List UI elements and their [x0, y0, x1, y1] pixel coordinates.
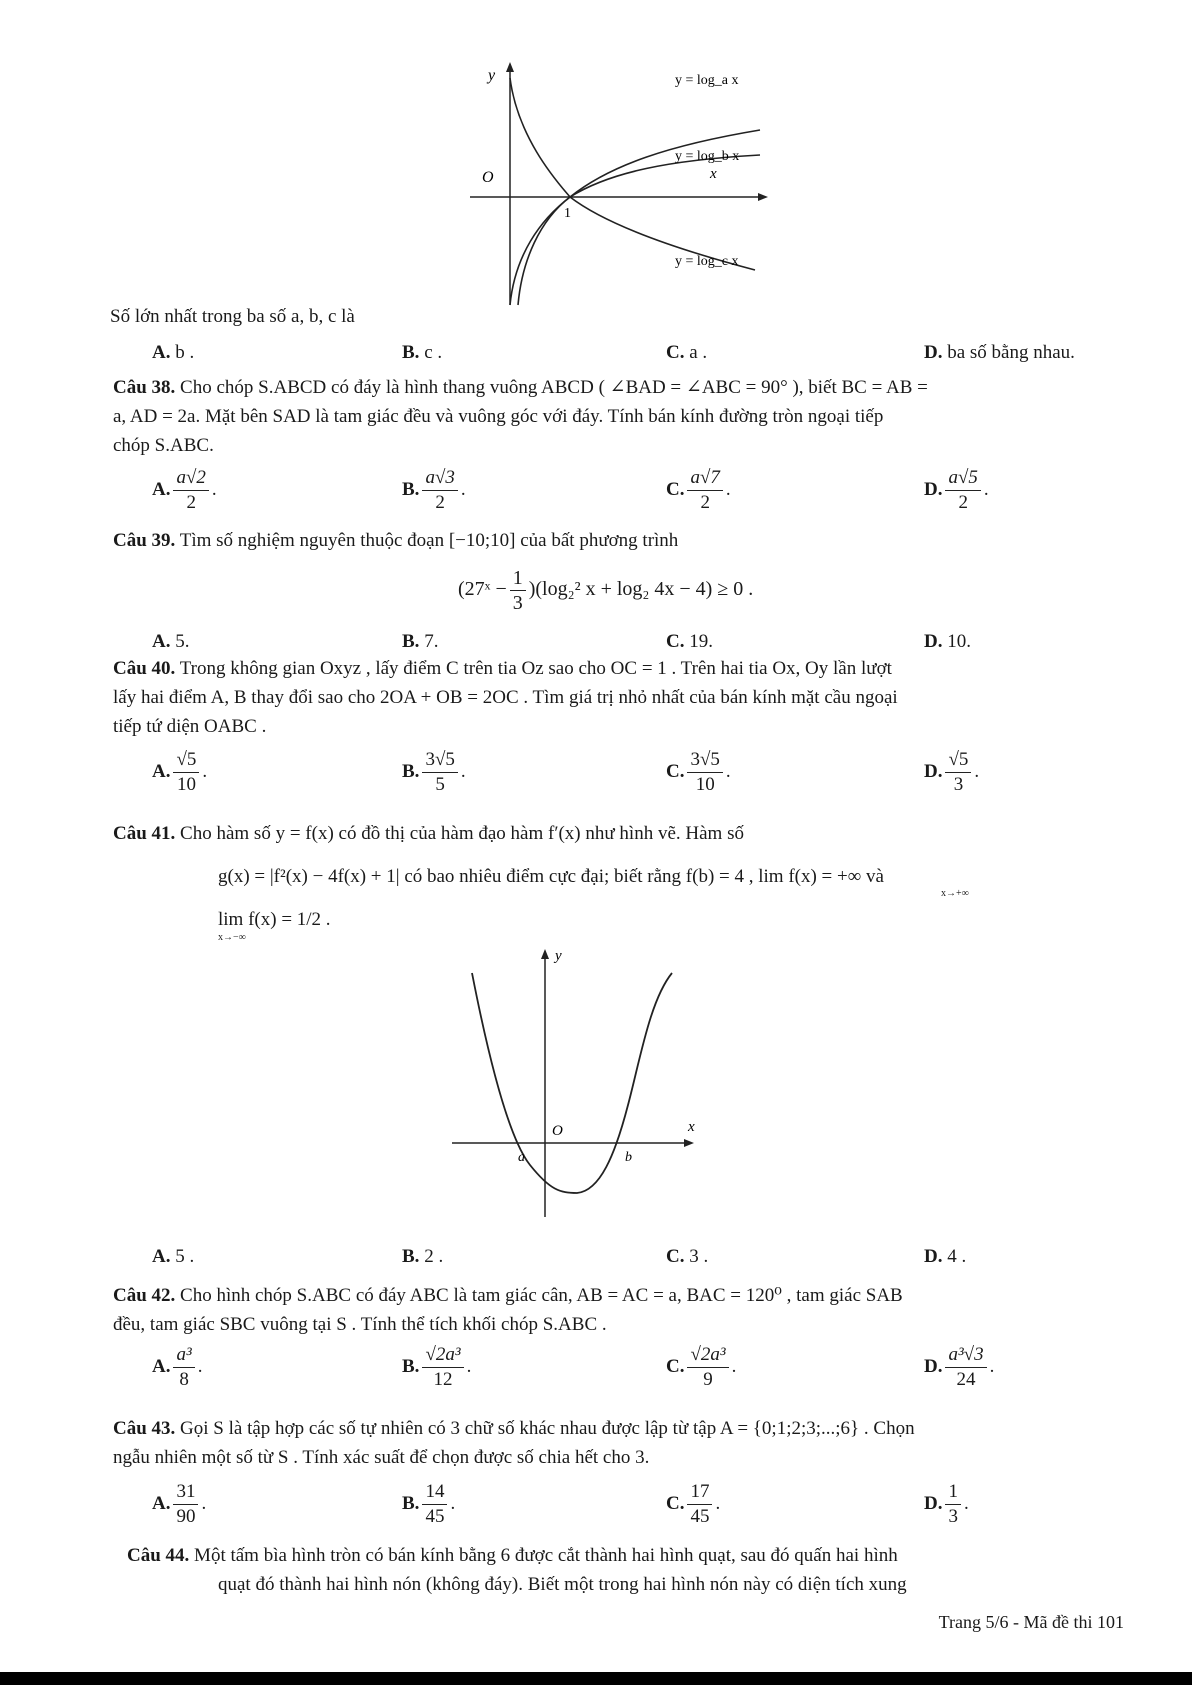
- q41-option-d: D. 4 .: [924, 1246, 967, 1267]
- q39-option-a: A. 5.: [152, 631, 190, 652]
- q39-formula: (27ˣ − $\frac{1}{3}$ )(log₂² x + log₂ 4x − 4) ≥ 0 .: [458, 567, 754, 614]
- q43-option-a: A. $\frac{31}{90}$ .: [152, 1481, 207, 1527]
- fig2-origin-label: O: [552, 1123, 563, 1139]
- q42-line2: đều, tam giác SBC vuông tại S . Tính thể tích khối chóp S.ABC .: [113, 1314, 607, 1335]
- q43-line2: ngẫu nhiên một số từ S . Tính xác suất để chọn được số chia hết cho 3.: [113, 1447, 650, 1468]
- q41-lim-sub2: x→−∞: [218, 932, 246, 943]
- q41-option-c: C. 3 .: [666, 1246, 709, 1267]
- q40-option-d: D. $\frac{√5}{3}$ .: [924, 749, 980, 795]
- curve-c-label: y = log_c x: [675, 254, 739, 269]
- q40-option-b: B. $\frac{3√5}{5}$ .: [402, 749, 466, 795]
- q37-stem: Số lớn nhất trong ba số a, b, c là: [110, 306, 355, 327]
- q39-line1: Tìm số nghiệm nguyên thuộc đoạn [−10;10] của bất phương trình: [179, 530, 679, 551]
- fig2-a-label: a: [518, 1150, 525, 1165]
- q41-line3: lim f(x) = 1/2 .: [218, 909, 331, 930]
- q43-option-b: B. $\frac{14}{45}$ .: [402, 1481, 456, 1527]
- q38-label: Câu 38.: [113, 377, 176, 398]
- q43-option-c: C. $\frac{17}{45}$ .: [666, 1481, 721, 1527]
- curve-a-label: y = log_a x: [675, 73, 739, 88]
- q37-option-c: C. a .: [666, 342, 708, 363]
- q37-option-d: D. ba số bằng nhau.: [924, 342, 1075, 363]
- question-38: [113, 373, 1103, 460]
- fig2-x-label: x: [688, 1119, 695, 1135]
- curve-b-label: y = log_b x: [675, 149, 740, 164]
- question-41: [113, 819, 1103, 848]
- q41-label: Câu 41.: [113, 823, 176, 844]
- q38-option-c: C. $\frac{a√7}{2}$ .: [666, 467, 731, 513]
- q38-option-b: B. $\frac{a√3}{2}$ .: [402, 467, 466, 513]
- q38-option-a: A. $\frac{a√2}{2}$ .: [152, 467, 217, 513]
- q44-line2: quạt đó thành hai hình nón (không đáy). Biết một trong hai hình nón này có diện tích xung: [218, 1574, 907, 1595]
- q38-line3: chóp S.ABC.: [113, 435, 214, 456]
- q42-option-d: D. $\frac{\text{a³√3}}{24}$ .: [924, 1344, 995, 1390]
- q43-option-d: D. $\frac{1}{3}$ .: [924, 1481, 969, 1527]
- fig1-y-label: y: [488, 67, 496, 84]
- q42-option-b: B. $\frac{\text{√2a³}}{12}$ .: [402, 1344, 472, 1390]
- fig2-y-label: y: [555, 948, 562, 964]
- question-39: [113, 526, 1103, 555]
- q40-line3: tiếp tứ diện OABC .: [113, 716, 267, 737]
- q41-option-b: B. 2 .: [402, 1246, 444, 1267]
- q40-label: Câu 40.: [113, 658, 176, 679]
- page-footer: Trang 5/6 - Mã đề thi 101: [938, 1612, 1124, 1632]
- fig1-origin-label: O: [482, 169, 494, 186]
- q39-option-c: C. 19.: [666, 631, 713, 652]
- q43-line1: Gọi S là tập hợp các số tự nhiên có 3 chữ số khác nhau được lập từ tập A = {0;1;2;3;...;6} . Chọn: [180, 1418, 915, 1439]
- q41-lim-sub1: x→+∞: [941, 888, 969, 899]
- q37-option-b: B. c .: [402, 342, 443, 363]
- q42-line1: Cho hình chóp S.ABC có đáy ABC là tam giác cân, AB = AC = a, BAC = 120⁰ , tam giác SAB: [180, 1285, 903, 1306]
- q41-line2: g(x) = |f²(x) − 4f(x) + 1| có bao nhiêu điểm cực đại; biết rằng f(b) = 4 , lim f(x) = +∞ và: [218, 866, 884, 887]
- q38-line1: Cho chóp S.ABCD có đáy là hình thang vuông ABCD ( ∠BAD = ∠ABC = 90° ), biết BC = AB =: [180, 377, 928, 398]
- fig1-one-label: 1: [564, 206, 571, 221]
- q44-label: Câu 44.: [127, 1545, 190, 1566]
- question-40: [113, 654, 1103, 741]
- fig1-x-label: x: [710, 166, 717, 182]
- q44-line1: Một tấm bìa hình tròn có bán kính bằng 6 được cắt thành hai hình quạt, sau đó quấn hai hình: [194, 1545, 898, 1566]
- derivative-graph-figure: [450, 945, 700, 1220]
- bottom-border: [0, 1672, 1192, 1685]
- q40-line1: Trong không gian Oxyz , lấy điểm C trên tia Oz sao cho OC = 1 . Trên hai tia Ox, Oy lần lượt: [179, 658, 892, 679]
- q37-option-a: A. b .: [152, 342, 195, 363]
- fig2-b-label: b: [625, 1150, 632, 1165]
- q42-option-c: C. $\frac{\text{√2a³}}{9}$ .: [666, 1344, 737, 1390]
- q39-label: Câu 39.: [113, 530, 176, 551]
- question-42: [113, 1281, 1103, 1339]
- question-44: [127, 1541, 1117, 1570]
- q41-option-a: A. 5 .: [152, 1246, 195, 1267]
- q42-option-a: A. $\frac{\text{a³}}{8}$ .: [152, 1344, 203, 1390]
- question-43: [113, 1414, 1103, 1472]
- q43-label: Câu 43.: [113, 1418, 176, 1439]
- q42-label: Câu 42.: [113, 1285, 176, 1306]
- log-graph-figure: [470, 60, 770, 310]
- q38-line2: a, AD = 2a. Mặt bên SAD là tam giác đều và vuông góc với đáy. Tính bán kính đường tròn ngoại tiếp: [113, 406, 884, 427]
- q39-option-b: B. 7.: [402, 631, 439, 652]
- q40-line2: lấy hai điểm A, B thay đổi sao cho 2OA + OB = 2OC . Tìm giá trị nhỏ nhất của bán kính mặt cầu ngoại: [113, 687, 898, 708]
- q40-option-a: A. $\frac{√5}{10}$ .: [152, 749, 208, 795]
- q38-option-d: D. $\frac{a√5}{2}$ .: [924, 467, 989, 513]
- q40-option-c: C. $\frac{3√5}{10}$ .: [666, 749, 731, 795]
- q39-option-d: D. 10.: [924, 631, 971, 652]
- q41-line1: Cho hàm số y = f(x) có đồ thị của hàm đạo hàm f′(x) như hình vẽ. Hàm số: [180, 823, 744, 844]
